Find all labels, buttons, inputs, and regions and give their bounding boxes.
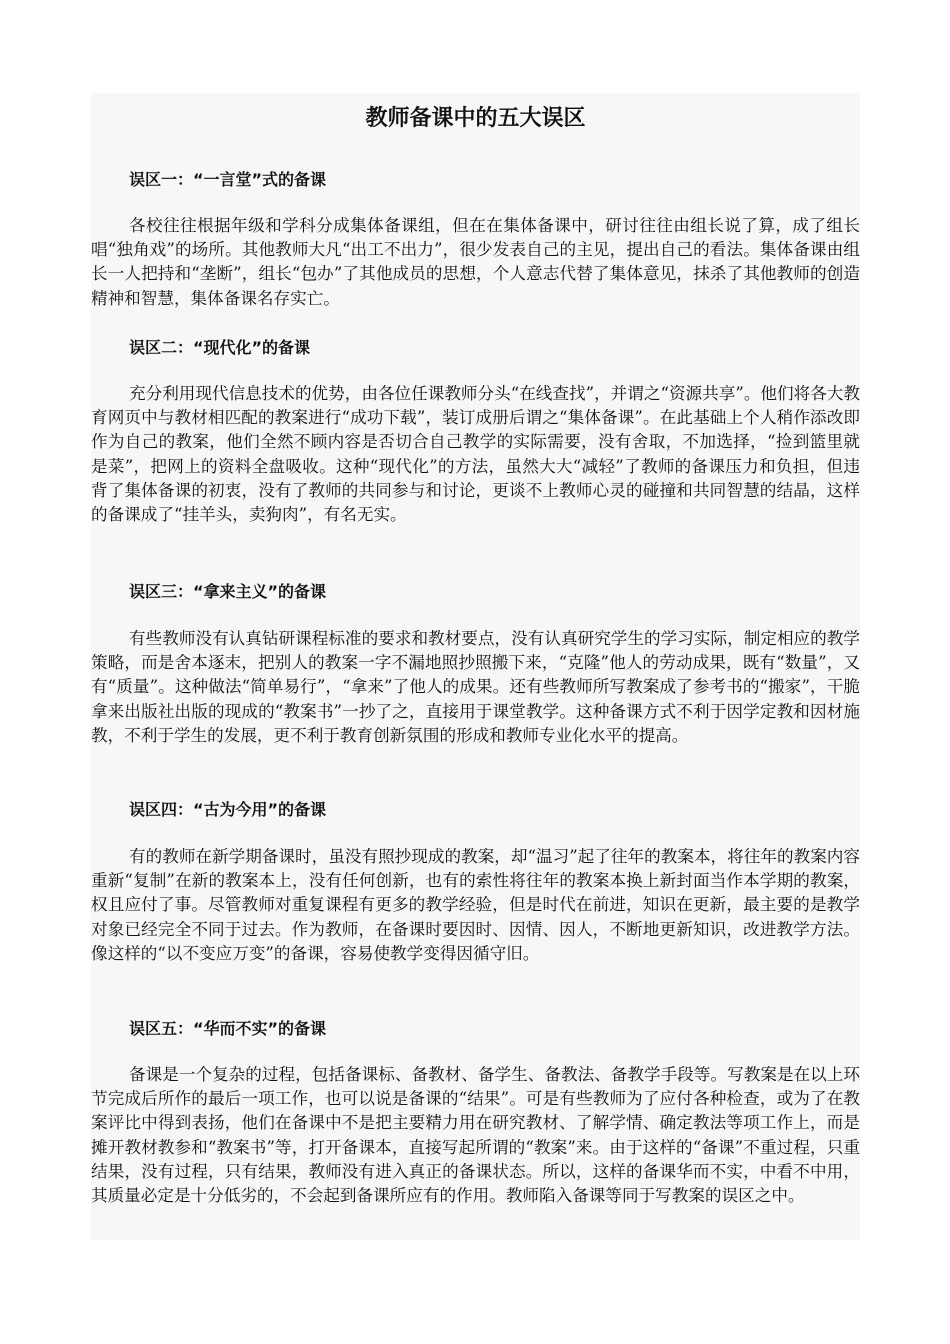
section-body-4: 有的教师在新学期备课时，虽没有照抄现成的教案，却“温习”起了往年的教案本，将往年的教案内容重新“复制”在新的教案本上，没有任何创新，也有的索性将往年的教案本换上新封面当作本学期的教案，权且应付了事。尽管教师对重复课程有更多的教学经验，但是时代在前进，知识在更新，最主要的是教学对象已经完全不同于过去。作为教师，在备课时要因时、因情、因人，不断地更新知识，改进教学方法。像这样的“以不变应万变”的备课，容易使教学变得因循守旧。 bbox=[91, 847, 860, 963]
section-heading-4: 误区四：“古为今用”的备课 bbox=[129, 800, 327, 819]
section-heading-2: 误区二：“现代化”的备课 bbox=[129, 338, 311, 357]
section-heading-1: 误区一：“一言堂”式的备课 bbox=[129, 170, 327, 189]
section-heading-5: 误区五：“华而不实”的备课 bbox=[129, 1019, 327, 1038]
section-body-3: 有些教师没有认真钻研课程标准的要求和教材要点，没有认真研究学生的学习实际，制定相应的教学策略，而是舍本逐末，把别人的教案一字不漏地照抄照搬下来，“克隆”他人的劳动成果，既有“数量”，又有“质量”。这种做法“简单易行”，“拿来”了他人的成果。还有些教师所写教案成了参考书的“搬家”，干脆拿来出版社出版的现成的“教案书”一抄了之，直接用于课堂教学。这种备课方式不利于因学定教和因材施教，不利于学生的发展，更不利于教育创新氛围的形成和教师专业化水平的提高。 bbox=[91, 629, 860, 745]
section-body-1: 各校往往根据年级和学科分成集体备课组，但在在集体备课中，研讨往往由组长说了算，成了组长唱“独角戏”的场所。其他教师大凡“出工不出力”，很少发表自己的主见，提出自己的看法。集体备课由组长一人把持和“垄断”，组长“包办”了其他成员的思想，个人意志代替了集体意见，抹杀了其他教师的创造精神和智慧，集体备课名存实亡。 bbox=[91, 216, 860, 308]
section-heading-3: 误区三：“拿来主义”的备课 bbox=[129, 582, 327, 601]
section-body-5: 备课是一个复杂的过程，包括备课标、备教材、备学生、备教法、备教学手段等。写教案是在以上环节完成后所作的最后一项工作，也可以说是备课的“结果”。可是有些教师为了应付各种检查，或为了在教案评比中得到表扬，他们在备课中不是把主要精力用在研究教材、了解学情、确定教法等项工作上，而是摊开教材教参和“教案书”等，打开备课本，直接写起所谓的“教案”来。由于这样的“备课”不重过程，只重结果，没有过程，只有结果，教师没有进入真正的备课状态。所以，这样的备课华而不实，中看不中用，其质量必定是十分低劣的，不会起到备课所应有的作用。教师陷入备课等同于写教案的误区之中。 bbox=[91, 1065, 860, 1206]
document-title: 教师备课中的五大误区 bbox=[365, 106, 586, 131]
section-body-2: 充分利用现代信息技术的优势，由各位任课教师分头“在线查找”，并谓之“资源共享”。他们将各大教育网页中与教材相匹配的教案进行“成功下载”，装订成册后谓之“集体备课”。在此基础上个人稍作添改即作为自己的教案，他们全然不顾内容是否切合自己教学的实际需要，没有舍取，不加选择，“捡到篮里就是菜”，把网上的资料全盘吸收。这种“现代化”的方法，虽然大大“减轻”了教师的备课压力和负担，但违背了集体备课的初衷，没有了教师的共同参与和讨论，更谈不上教师心灵的碰撞和共同智慧的结晶，这样的备课成了“挂羊头，卖狗肉”，有名无实。 bbox=[91, 384, 860, 525]
